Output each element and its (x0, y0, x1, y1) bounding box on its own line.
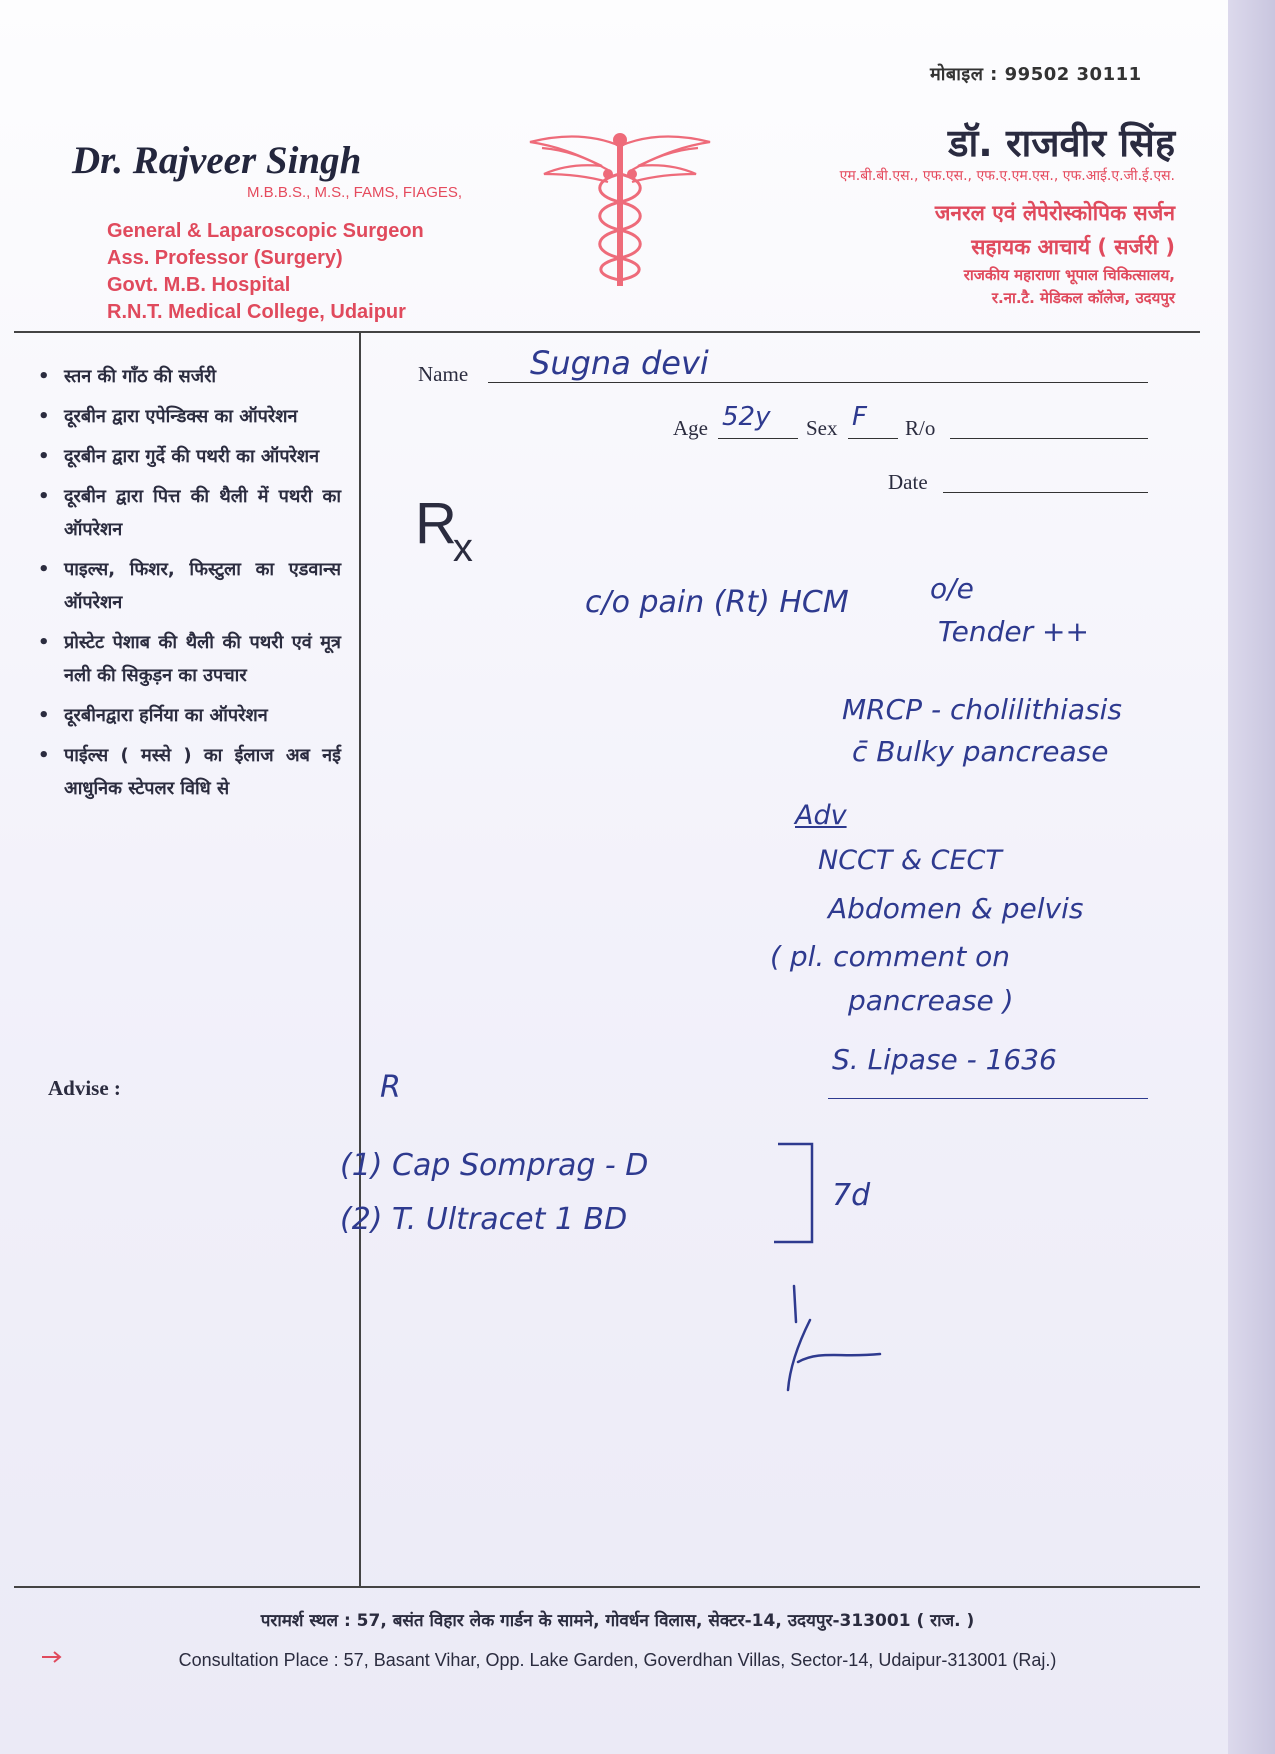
advice-line: ( pl. comment on (770, 940, 1010, 973)
rx2-symbol: R (380, 1070, 401, 1105)
service-item: • दूरबीन द्वारा एपेन्डिक्स का ऑपरेशन (36, 400, 341, 433)
exam-finding: Tender ++ (938, 615, 1089, 648)
consultation-address-en: Consultation Place : 57, Basant Vihar, Opp. Lake Garden, Goverdhan Villas, Sector-14, Udaipur-313001 (Raj.) (178, 1650, 1057, 1670)
name-value: Sugna devi (530, 344, 709, 382)
age-line (718, 438, 798, 439)
advise-label: Advise : (48, 1076, 121, 1100)
duration-value: 7d (832, 1178, 871, 1213)
designation-en (107, 218, 424, 326)
service-item: • पाइल्स, फिशर, फिस्टुला का एडवान्स ऑपरेशन (36, 553, 341, 619)
qualifications-hi: एम.बी.बी.एस., एफ.एस., एफ.ए.एम.एस., एफ.आई.ए.जी.ई.एस. (839, 168, 1175, 184)
advice-line: NCCT & CECT (818, 845, 1002, 876)
designation-hi-line: र.ना.टै. मेडिकल कॉलेज, उदयपुर (991, 289, 1175, 307)
column-divider (359, 331, 361, 1586)
service-item: • दूरबीनद्वारा हर्निया का ऑपरेशन (36, 699, 341, 732)
designation-hi-line: जनरल एवं लेपेरोस्कोपिक सर्जन (934, 201, 1175, 225)
ro-label: R/o (905, 416, 936, 440)
service-item: • स्तन की गाँठ की सर्जरी (36, 360, 341, 393)
name-label: Name (418, 362, 469, 386)
service-item: • दूरबीन द्वारा गुर्दे की पथरी का ऑपरेशन (36, 440, 341, 473)
lipase-value: S. Lipase - 1636 (832, 1043, 1057, 1076)
designation-hi-line: राजकीय महाराणा भूपाल चिकित्सालय, (963, 266, 1175, 284)
lipase-underline (828, 1098, 1148, 1099)
signature-mark (780, 1270, 890, 1400)
qualifications-en: M.B.B.S., M.S., FAMS, FIAGES, (247, 184, 463, 201)
sex-line (848, 438, 898, 439)
consultation-address-hi: परामर्श स्थल : 57, बसंत विहार लेक गार्डन के सामने, गोवर्धन विलास, सेक्टर-14, उदयपुर-313001 ( राज. ) (260, 1611, 975, 1631)
name-line (488, 382, 1148, 383)
page-edge (1228, 0, 1275, 1754)
header-divider (14, 331, 1200, 333)
exam-label: o/e (930, 572, 974, 605)
designation-hi-line: सहायक आचार्य ( सर्जरी ) (971, 235, 1175, 259)
designation-en-line: Govt. M.B. Hospital (107, 274, 291, 296)
service-item: • दूरबीन द्वारा पित्त की थैली में पथरी का ऑपरेशन (36, 480, 341, 546)
rx-letter: R (415, 491, 457, 556)
date-label: Date (888, 470, 928, 494)
advice-line: Abdomen & pelvis (828, 892, 1084, 925)
mrcp-note-line: MRCP - cholilithiasis (842, 693, 1122, 726)
date-line (943, 492, 1148, 493)
designation-en-line: R.N.T. Medical College, Udaipur (107, 301, 406, 323)
designation-hi (935, 196, 1175, 310)
designation-en-line: General & Laparoscopic Surgeon (107, 220, 424, 242)
age-label: Age (673, 416, 708, 440)
doctor-name-hi: डॉ. राजवीर सिंह (948, 121, 1175, 165)
doctor-name-en: Dr. Rajveer Singh (72, 139, 362, 182)
service-item: • पाईल्स ( मस्से ) का ईलाज अब नई आधुनिक स्टेपलर विधि से (36, 739, 341, 805)
advice-label: Adv (795, 800, 847, 831)
designation-en-line: Ass. Professor (Surgery) (107, 247, 343, 269)
advice-line: pancrease ) (848, 984, 1014, 1017)
footer-divider (14, 1586, 1200, 1588)
age-value: 52y (722, 402, 771, 432)
service-item: • प्रोस्टेट पेशाब की थैली की पथरी एवं मूत्र नली की सिकुड़न का उपचार (36, 626, 341, 692)
sex-value: F (852, 402, 867, 432)
rx-subscript: x (452, 526, 473, 570)
caduceus-icon (522, 124, 718, 292)
ro-line (950, 438, 1148, 439)
services-list (36, 360, 341, 812)
medicine-item: (1) Cap Somprag - D (340, 1148, 649, 1183)
mobile-number: मोबाइल : 99502 30111 (930, 64, 1142, 85)
complaint-note: c/o pain (Rt) HCM (585, 585, 849, 620)
sex-label: Sex (806, 416, 838, 440)
arrow-icon (40, 1650, 64, 1664)
mrcp-note-line: c̄ Bulky pancrease (852, 735, 1109, 768)
rx-symbol (415, 490, 473, 571)
medicine-item: (2) T. Ultracet 1 BD (340, 1202, 628, 1237)
medicine-bracket (770, 1138, 830, 1250)
